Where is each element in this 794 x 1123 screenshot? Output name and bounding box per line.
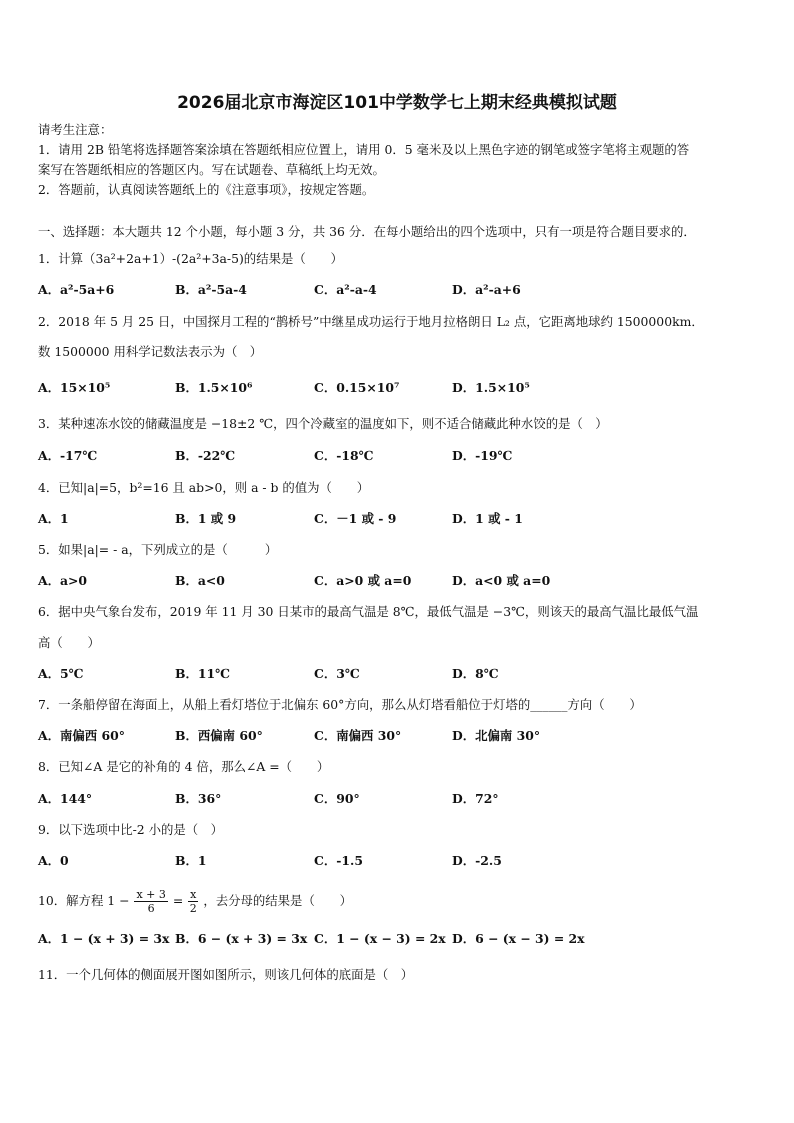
question-10-stem-suffix: ，去分母的结果是（ ） <box>203 893 353 908</box>
question-3-option-c[interactable]: C．-18℃ <box>314 448 374 463</box>
question-2-stem-line-1: 2．2018 年 5 月 25 日，中国探月工程的“鹊桥号”中继星成功运行于地月拉格朗日 L₂ 点，它距离地球约 1500000km． <box>38 314 704 329</box>
question-10-equals: = <box>172 893 184 908</box>
question-3-options <box>38 447 760 467</box>
question-6-stem-line-2: 高（ ） <box>38 635 100 650</box>
question-4-option-b[interactable]: B．1 或 9 <box>175 511 237 526</box>
question-1-option-d[interactable]: D．a²-a+6 <box>452 282 521 297</box>
question-8-option-c[interactable]: C．90° <box>314 791 360 806</box>
question-6-option-d[interactable]: D．8℃ <box>452 666 499 681</box>
question-7-option-d[interactable]: D．北偏南 30° <box>452 728 541 743</box>
question-10-stem-prefix: 10．解方程 1 − <box>38 893 130 908</box>
question-1-options <box>38 281 760 301</box>
question-10-option-a[interactable]: A．1 − (x + 3) = 3x <box>38 931 170 946</box>
question-2-stem-line-2: 数 1500000 用科学记数法表示为（ ） <box>38 344 263 359</box>
question-4-option-d[interactable]: D．1 或 - 1 <box>452 511 523 526</box>
question-10-option-b[interactable]: B．6 − (x + 3) = 3x <box>175 931 308 946</box>
question-9-options <box>38 852 760 872</box>
question-2-options <box>38 379 760 399</box>
question-1-option-a[interactable]: A．a²-5a+6 <box>38 282 115 297</box>
fraction-2-numerator: x <box>190 888 197 901</box>
question-6-option-a[interactable]: A．5℃ <box>38 666 84 681</box>
question-2-option-d[interactable]: D．1.5×10⁵ <box>452 380 530 395</box>
question-5-option-c[interactable]: C．a>0 或 a=0 <box>314 573 412 588</box>
page-title: 2026届北京市海淀区101中学数学七上期末经典模拟试题 <box>177 93 617 113</box>
question-2-option-b[interactable]: B．1.5×10⁶ <box>175 380 253 395</box>
question-2-option-c[interactable]: C．0.15×10⁷ <box>314 380 400 395</box>
fraction-1-denominator: 6 <box>147 902 155 915</box>
question-9-option-b[interactable]: B．1 <box>175 853 207 868</box>
section-heading: 一、选择题：本大题共 12 个小题，每小题 3 分，共 36 分．在每小题给出的四个选项中，只有一项是符合题目要求的． <box>38 224 696 239</box>
question-6-option-b[interactable]: B．11℃ <box>175 666 230 681</box>
question-6-stem-line-1: 6．据中央气象台发布，2019 年 11 月 30 日某市的最高气温是 8℃，最低气温是 −3℃，则该天的最高气温比最低气温 <box>38 604 699 619</box>
question-7-options <box>38 727 760 747</box>
question-9-option-a[interactable]: A．0 <box>38 853 69 868</box>
question-2-option-a[interactable]: A．15×10⁵ <box>38 380 111 395</box>
question-5-option-a[interactable]: A．a>0 <box>38 573 88 588</box>
question-5-option-b[interactable]: B．a<0 <box>175 573 225 588</box>
question-8-option-b[interactable]: B．36° <box>175 791 222 806</box>
question-5-stem: 5．如果|a|= - a，下列成立的是（ ） <box>38 542 278 557</box>
question-8-option-a[interactable]: A．144° <box>38 791 93 806</box>
question-10-fraction-1 <box>134 888 167 915</box>
notice-heading: 请考生注意： <box>38 122 113 137</box>
question-10-option-d[interactable]: D．6 − (x − 3) = 2x <box>452 931 585 946</box>
question-4-stem: 4．已知|a|=5，b²=16 且 ab>0，则 a - b 的值为（ ） <box>38 480 370 495</box>
question-4-option-c[interactable]: C．－1 或 - 9 <box>314 511 397 526</box>
question-4-options <box>38 510 760 530</box>
question-4-option-a[interactable]: A．1 <box>38 511 69 526</box>
question-10-option-c[interactable]: C．1 − (x − 3) = 2x <box>314 931 446 946</box>
question-8-stem: 8．已知∠A 是它的补角的 4 倍，那么∠A =（ ） <box>38 759 330 774</box>
question-6-options <box>38 665 760 685</box>
question-5-option-d[interactable]: D．a<0 或 a=0 <box>452 573 551 588</box>
question-10-stem <box>38 883 760 919</box>
question-7-option-c[interactable]: C．南偏西 30° <box>314 728 402 743</box>
question-3-option-d[interactable]: D．-19℃ <box>452 448 513 463</box>
question-3-option-a[interactable]: A．-17℃ <box>38 448 98 463</box>
question-7-option-a[interactable]: A．南偏西 60° <box>38 728 125 743</box>
question-9-option-d[interactable]: D．-2.5 <box>452 853 502 868</box>
question-7-option-b[interactable]: B．西偏南 60° <box>175 728 263 743</box>
question-3-stem: 3．某种速冻水饺的储藏温度是 −18±2 ℃，四个冷藏室的温度如下，则不适合储藏此种水饺的是（ ） <box>38 416 608 431</box>
notice-item-1-line-2: 案写在答题纸相应的答题区内。写在试题卷、草稿纸上均无效。 <box>38 162 385 177</box>
notice-item-2: 2．答题前，认真阅读答题纸上的《注意事项》，按规定答题。 <box>38 182 375 197</box>
question-1-option-c[interactable]: C．a²-a-4 <box>314 282 377 297</box>
question-7-stem: 7．一条船停留在海面上，从船上看灯塔位于北偏东 60°方向，那么从灯塔看船位于灯塔的______方向（ ） <box>38 697 642 712</box>
question-5-options <box>38 572 760 592</box>
question-9-stem: 9．以下选项中比-2 小的是（ ） <box>38 822 223 837</box>
question-9-option-c[interactable]: C．-1.5 <box>314 853 363 868</box>
notice-item-1-line-1: 1．请用 2B 铅笔将选择题答案涂填在答题纸相应位置上，请用 0．5 毫米及以上黑色字迹的钢笔或签字笔将主观题的答 <box>38 142 690 157</box>
question-1-stem: 1．计算（3a²+2a+1）-(2a²+3a-5)的结果是（ ） <box>38 251 343 266</box>
fraction-2-denominator: 2 <box>189 902 197 915</box>
fraction-1-numerator: x + 3 <box>136 888 166 901</box>
question-10-options <box>38 930 760 950</box>
question-6-option-c[interactable]: C．3℃ <box>314 666 360 681</box>
question-1-option-b[interactable]: B．a²-5a-4 <box>175 282 247 297</box>
question-8-options <box>38 790 760 810</box>
question-11-stem: 11．一个几何体的侧面展开图如图所示，则该几何体的底面是（ ） <box>38 967 414 982</box>
question-10-fraction-2 <box>188 888 198 915</box>
question-3-option-b[interactable]: B．-22℃ <box>175 448 236 463</box>
question-8-option-d[interactable]: D．72° <box>452 791 499 806</box>
